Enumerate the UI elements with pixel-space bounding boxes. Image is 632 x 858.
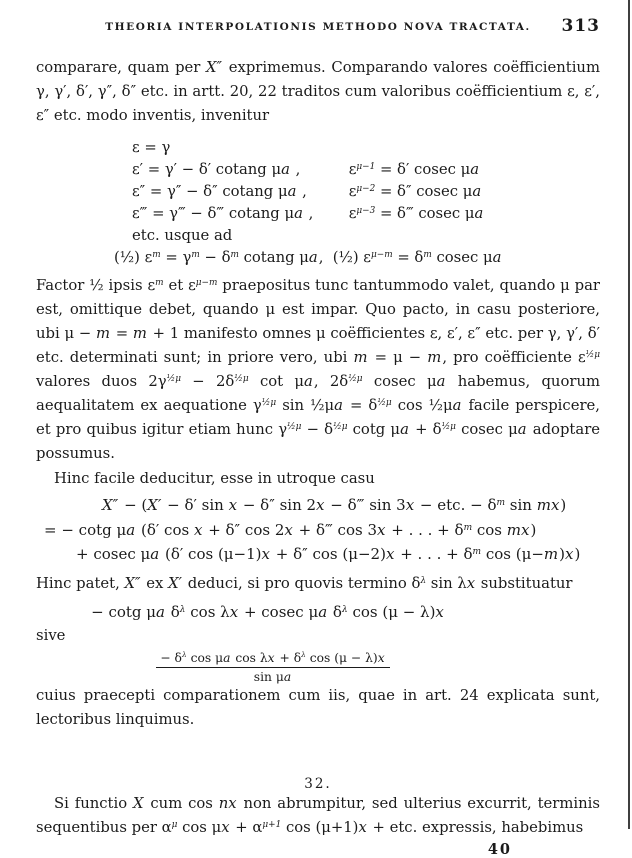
equation-row [114,247,600,269]
page-number: 313 [561,16,600,36]
equation-line: + cosec μa (δ′ cos (μ−1)x + δ″ cos (μ−2)x + . . . + $\delta^m$ cos (μ−m)x) [76,545,581,563]
running-head [36,16,600,38]
equation-left: ε‴ = γ‴ − δ‴ cotang μa , [132,205,314,222]
equation-left: (½) $\varepsilon^m = \gamma^m - \delta^m$ cotang μa, [114,249,324,266]
fraction-equation [36,651,600,684]
coefficient-equation-block [114,137,600,269]
substitution-equation: − cotg μa $\delta^\lambda$ cos λx + cosec μa $\delta^\lambda$ cos (μ − λ)x [91,602,444,621]
equation-right: $\varepsilon^{\mu-3}$ = δ‴ cosec μa [348,205,484,222]
equation-left: ε″ = γ″ − δ″ cotang μa , [132,183,307,200]
fraction-denominator: sin μa [253,669,292,684]
equation-row [132,181,600,203]
equation-right: $\varepsilon^{\mu-2} = \delta''$ cosec μa [348,183,482,200]
equation-left: etc. usque ad [132,227,233,244]
word-sive: sive [36,626,66,644]
equation-line: = − cotg μa (δ′ cos x + δ″ cos 2x + δ‴ cos 3x + . . . + $\delta^m$ cos mx) [44,520,537,539]
line-hinc-patet: Hinc patet, X″ ex X′ deduci, si pro quovis termino $\delta^\lambda$ sin λx substituatur [36,574,573,592]
equation-right: $\varepsilon^{\mu-1} = \delta'$ cosec μa [348,161,480,178]
equation-row [132,159,600,181]
equation-right: (½) $\varepsilon^{\mu-m} = \delta^m$ cosec μa [332,249,502,266]
paragraph-si-functio: Si functio X cum cos nx non abrumpitur, sed ulterius excurrit, terminis sequentibus per $\alpha^\mu$ $\cos \mu x + \alpha^{\mu+1}$ cos (μ+1)x + etc. expressis, habebimus [36,794,601,836]
fraction [156,651,389,684]
line-hinc-facile: Hinc facile deducitur, esse in utroque casu [54,470,375,487]
signature-mark: 40 [487,840,512,858]
paragraph-comparare: comparare, quam per X″ exprimemus. Comparando valores coëfficientium γ, γ′, δ′, γ″, δ″ etc. in artt. 20, 22 traditos cum valoribus coëfficientium ε, ε′, ε″ etc. modo inventis, invenitur [36,59,600,124]
section-heading: 32. [304,775,332,792]
equation-left: ε = γ [132,139,171,156]
derivation-equation-block [36,493,600,567]
equation-row [132,137,600,159]
fraction-numerator: − $\delta^\lambda$ cos μa $\cos \lambda x + \delta^\lambda$ cos (μ − λ)x [156,651,389,668]
equation-line: X″ − (X′ − δ′ sin x − δ″ sin 2x − δ‴ sin 3x − etc. − $\delta^m$ sin mx) [102,496,567,514]
equation-row [132,203,600,225]
running-title: THEORIA INTERPOLATIONIS METHODO NOVA TRACTATA. [105,21,531,33]
paragraph-factor: Factor ½ ipsis $\varepsilon^m$ et $\varepsilon^{\mu-m}$ praepositus tunc tantummodo valet, quando μ par est, omittique debet, quando μ est impar. Quo pacto, in casu posteriore, ubi μ − m = m + 1 manifesto omnes μ coëfficientes ε, ε′, ε″ etc. per γ, γ′, δ′ etc. determinati sunt; in priore vero, ubi m = μ − m, pro coëfficiente $\varepsilon^{\frac{1}{2}\mu}$ valores duos $2\gamma^{\frac{1}{2}\mu} - 2\delta^{\frac{1}{2}\mu}$ cot μa, $2\delta^{\frac{1}{2}\mu}$ cosec μa habemus, quorum aequalitatem ex aequatione $\gamma^{\frac{1}{2}\mu}$ sin ½μa = $\delta^{\frac{1}{2}\mu}$ cos ½μa facile perspicere, et pro quibus igitur etiam hunc $\gamma^{\frac{1}{2}\mu} - \delta^{\frac{1}{2}\mu}$ cotg $\mu a + \delta^{\frac{1}{2}\mu}$ cosec μa adoptare possumus. [36,277,601,462]
paragraph-cuius: cuius praecepti comparationem cum iis, quae in art. 24 explicata sunt, lectoribus linquimus. [36,686,600,728]
equation-row [132,225,600,247]
equation-left: ε′ = γ′ − δ′ cotang μa , [132,161,301,178]
